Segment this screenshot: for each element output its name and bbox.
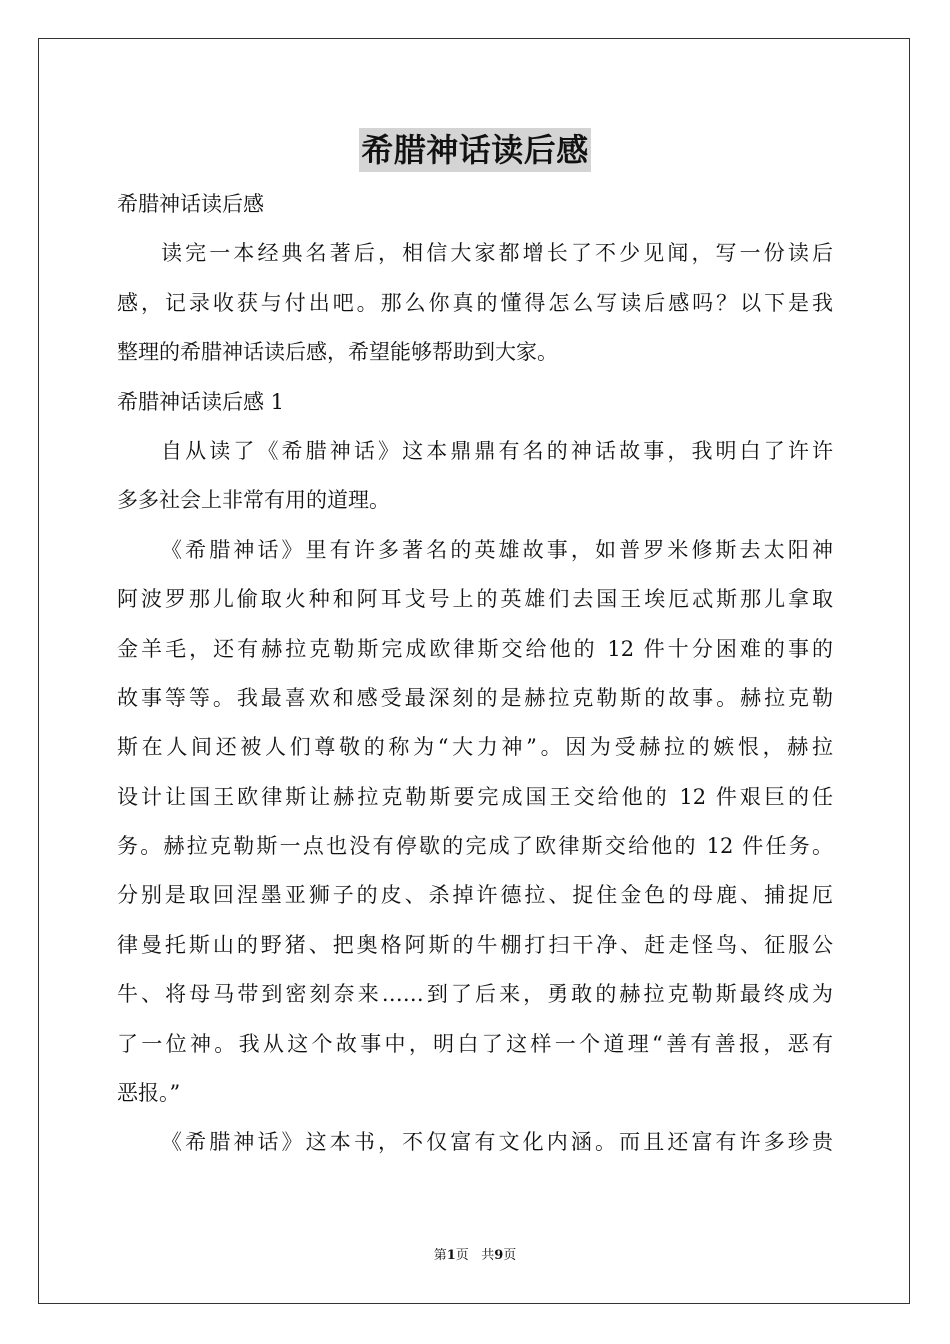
text-line: 《希腊神话》这本书，不仅富有文化内涵。而且还富有许多珍贵 [161,1130,833,1155]
text-line: 斯在人间还被人们尊敬的称为“大力神”。因为受赫拉的嫉恨，赫拉 [117,735,833,760]
text-line: 设计让国王欧律斯让赫拉克勒斯要完成国王交给他的 12 件艰巨的任 [117,784,833,809]
title-wrap [0,128,950,172]
document-body [117,180,833,1168]
text-line: 希腊神话读后感 1 [117,389,285,414]
footer-page-suffix: 页 [455,1248,469,1263]
text-line: 阿波罗那儿偷取火种和阿耳戈号上的英雄们去国王埃厄忒斯那儿拿取 [117,587,833,612]
text-line: 恶报。” [117,1081,181,1106]
text-line: 了一位神。我从这个故事中，明白了这样一个道理“善有善报，恶有 [117,1031,833,1056]
text-line: 自从读了《希腊神话》这本鼎鼎有名的神话故事，我明白了许许 [161,438,833,463]
page-footer [0,1247,950,1265]
text-line: 多多社会上非常有用的道理。 [117,488,390,513]
text-line: 分别是取回涅墨亚狮子的皮、杀掉许德拉、捉住金色的母鹿、捕捉厄 [117,883,833,908]
footer-total-prefix: 共 [481,1248,495,1263]
text-line: 律曼托斯山的野猪、把奥格阿斯的牛棚打扫干净、赶走怪鸟、征服公 [117,932,833,957]
text-line: 整理的希腊神话读后感，希望能够帮助到大家。 [117,340,558,365]
text-line: 务。赫拉克勒斯一点也没有停歇的完成了欧律斯交给他的 12 件任务。 [117,834,833,859]
text-line: 读完一本经典名著后，相信大家都增长了不少见闻，写一份读后 [161,241,833,266]
footer-total-pages: 9 [494,1248,504,1263]
text-line: 故事等等。我最喜欢和感受最深刻的是赫拉克勒斯的故事。赫拉克勒 [117,685,833,710]
text-line: 感，记录收获与付出吧。那么你真的懂得怎么写读后感吗？以下是我 [117,290,833,315]
document-title: 希腊神话读后感 [359,128,591,172]
footer-page-prefix: 第 [433,1248,447,1263]
text-line: 希腊神话读后感 [117,192,264,216]
text-line: 《希腊神话》里有许多著名的英雄故事，如普罗米修斯去太阳神 [161,537,833,562]
text-line: 金羊毛，还有赫拉克勒斯完成欧律斯交给他的 12 件十分困难的事的 [117,636,833,661]
footer-page-number: 1 [446,1248,456,1263]
text-line: 牛、将母马带到密刻奈来……到了后来，勇敢的赫拉克勒斯最终成为 [117,982,833,1007]
footer-total-suffix: 页 [503,1248,517,1263]
